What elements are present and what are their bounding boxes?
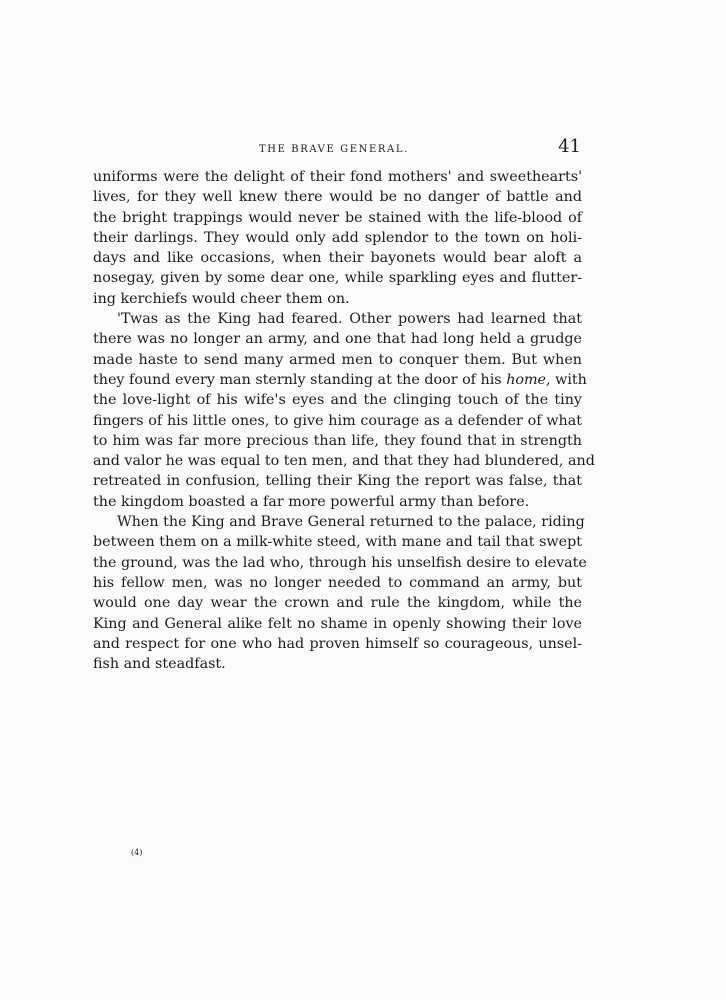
text-line: the bright trappings would never be stained with the life-blood of: [93, 209, 582, 226]
text-line: his fellow men, was no longer needed to command an army, but: [93, 574, 582, 591]
paragraph: [93, 309, 595, 512]
text-line: ing kerchiefs would cheer them on.: [93, 290, 350, 307]
text-line: there was no longer an army, and one that had long held a grudge: [93, 331, 582, 348]
text-line: would one day wear the crown and rule the kingdom, while the: [93, 595, 582, 612]
body-text: [93, 167, 595, 674]
text-line: they found every man sternly standing at the door of his home, with: [93, 371, 587, 388]
text-line: the ground, was the lad who, through his unselfish desire to elevate: [93, 554, 587, 571]
text-line: to him was far more precious than life, they found that in strength: [93, 432, 582, 449]
text-line: When the King and Brave General returned to the palace, riding: [117, 514, 585, 531]
text-line: King and General alike felt no shame in openly showing their love: [93, 615, 582, 632]
text-line: the love-light of his wife's eyes and the clinging touch of the tiny: [93, 392, 582, 409]
text-line: the kingdom boasted a far more powerful army than before.: [93, 493, 530, 510]
page-header: [93, 136, 583, 160]
text-line: and respect for one who had proven himself so courageous, unsel-: [93, 635, 582, 652]
paragraph: [93, 167, 582, 309]
page-number: 41: [558, 136, 581, 157]
running-head: THE BRAVE GENERAL.: [259, 144, 409, 155]
text-line: and valor he was equal to ten men, and that they had blundered, and: [93, 453, 595, 470]
text-line: nosegay, given by some dear one, while sparkling eyes and flutter-: [93, 270, 582, 287]
text-line: retreated in confusion, telling their King the report was false, that: [93, 473, 582, 490]
text-line: fish and steadfast.: [93, 656, 226, 673]
emphasis: home: [506, 371, 547, 388]
text-line: their darlings. They would only add splendor to the town on holi-: [93, 229, 582, 246]
text-line: fingers of his little ones, to give him courage as a defender of what: [93, 412, 582, 429]
text-line: between them on a milk-white steed, with mane and tail that swept: [93, 534, 582, 551]
text-line: days and like occasions, when their bayonets would bear aloft a: [93, 250, 582, 267]
signature-mark: (4): [131, 848, 143, 857]
text-line: uniforms were the delight of their fond mothers' and sweethearts': [93, 169, 582, 185]
text-line: made haste to send many armed men to conquer them. But when: [93, 351, 582, 368]
text-line: 'Twas as the King had feared. Other powers had learned that: [117, 311, 582, 328]
paragraph: [93, 512, 587, 674]
text-line: lives, for they well knew there would be no danger of battle and: [93, 189, 582, 206]
